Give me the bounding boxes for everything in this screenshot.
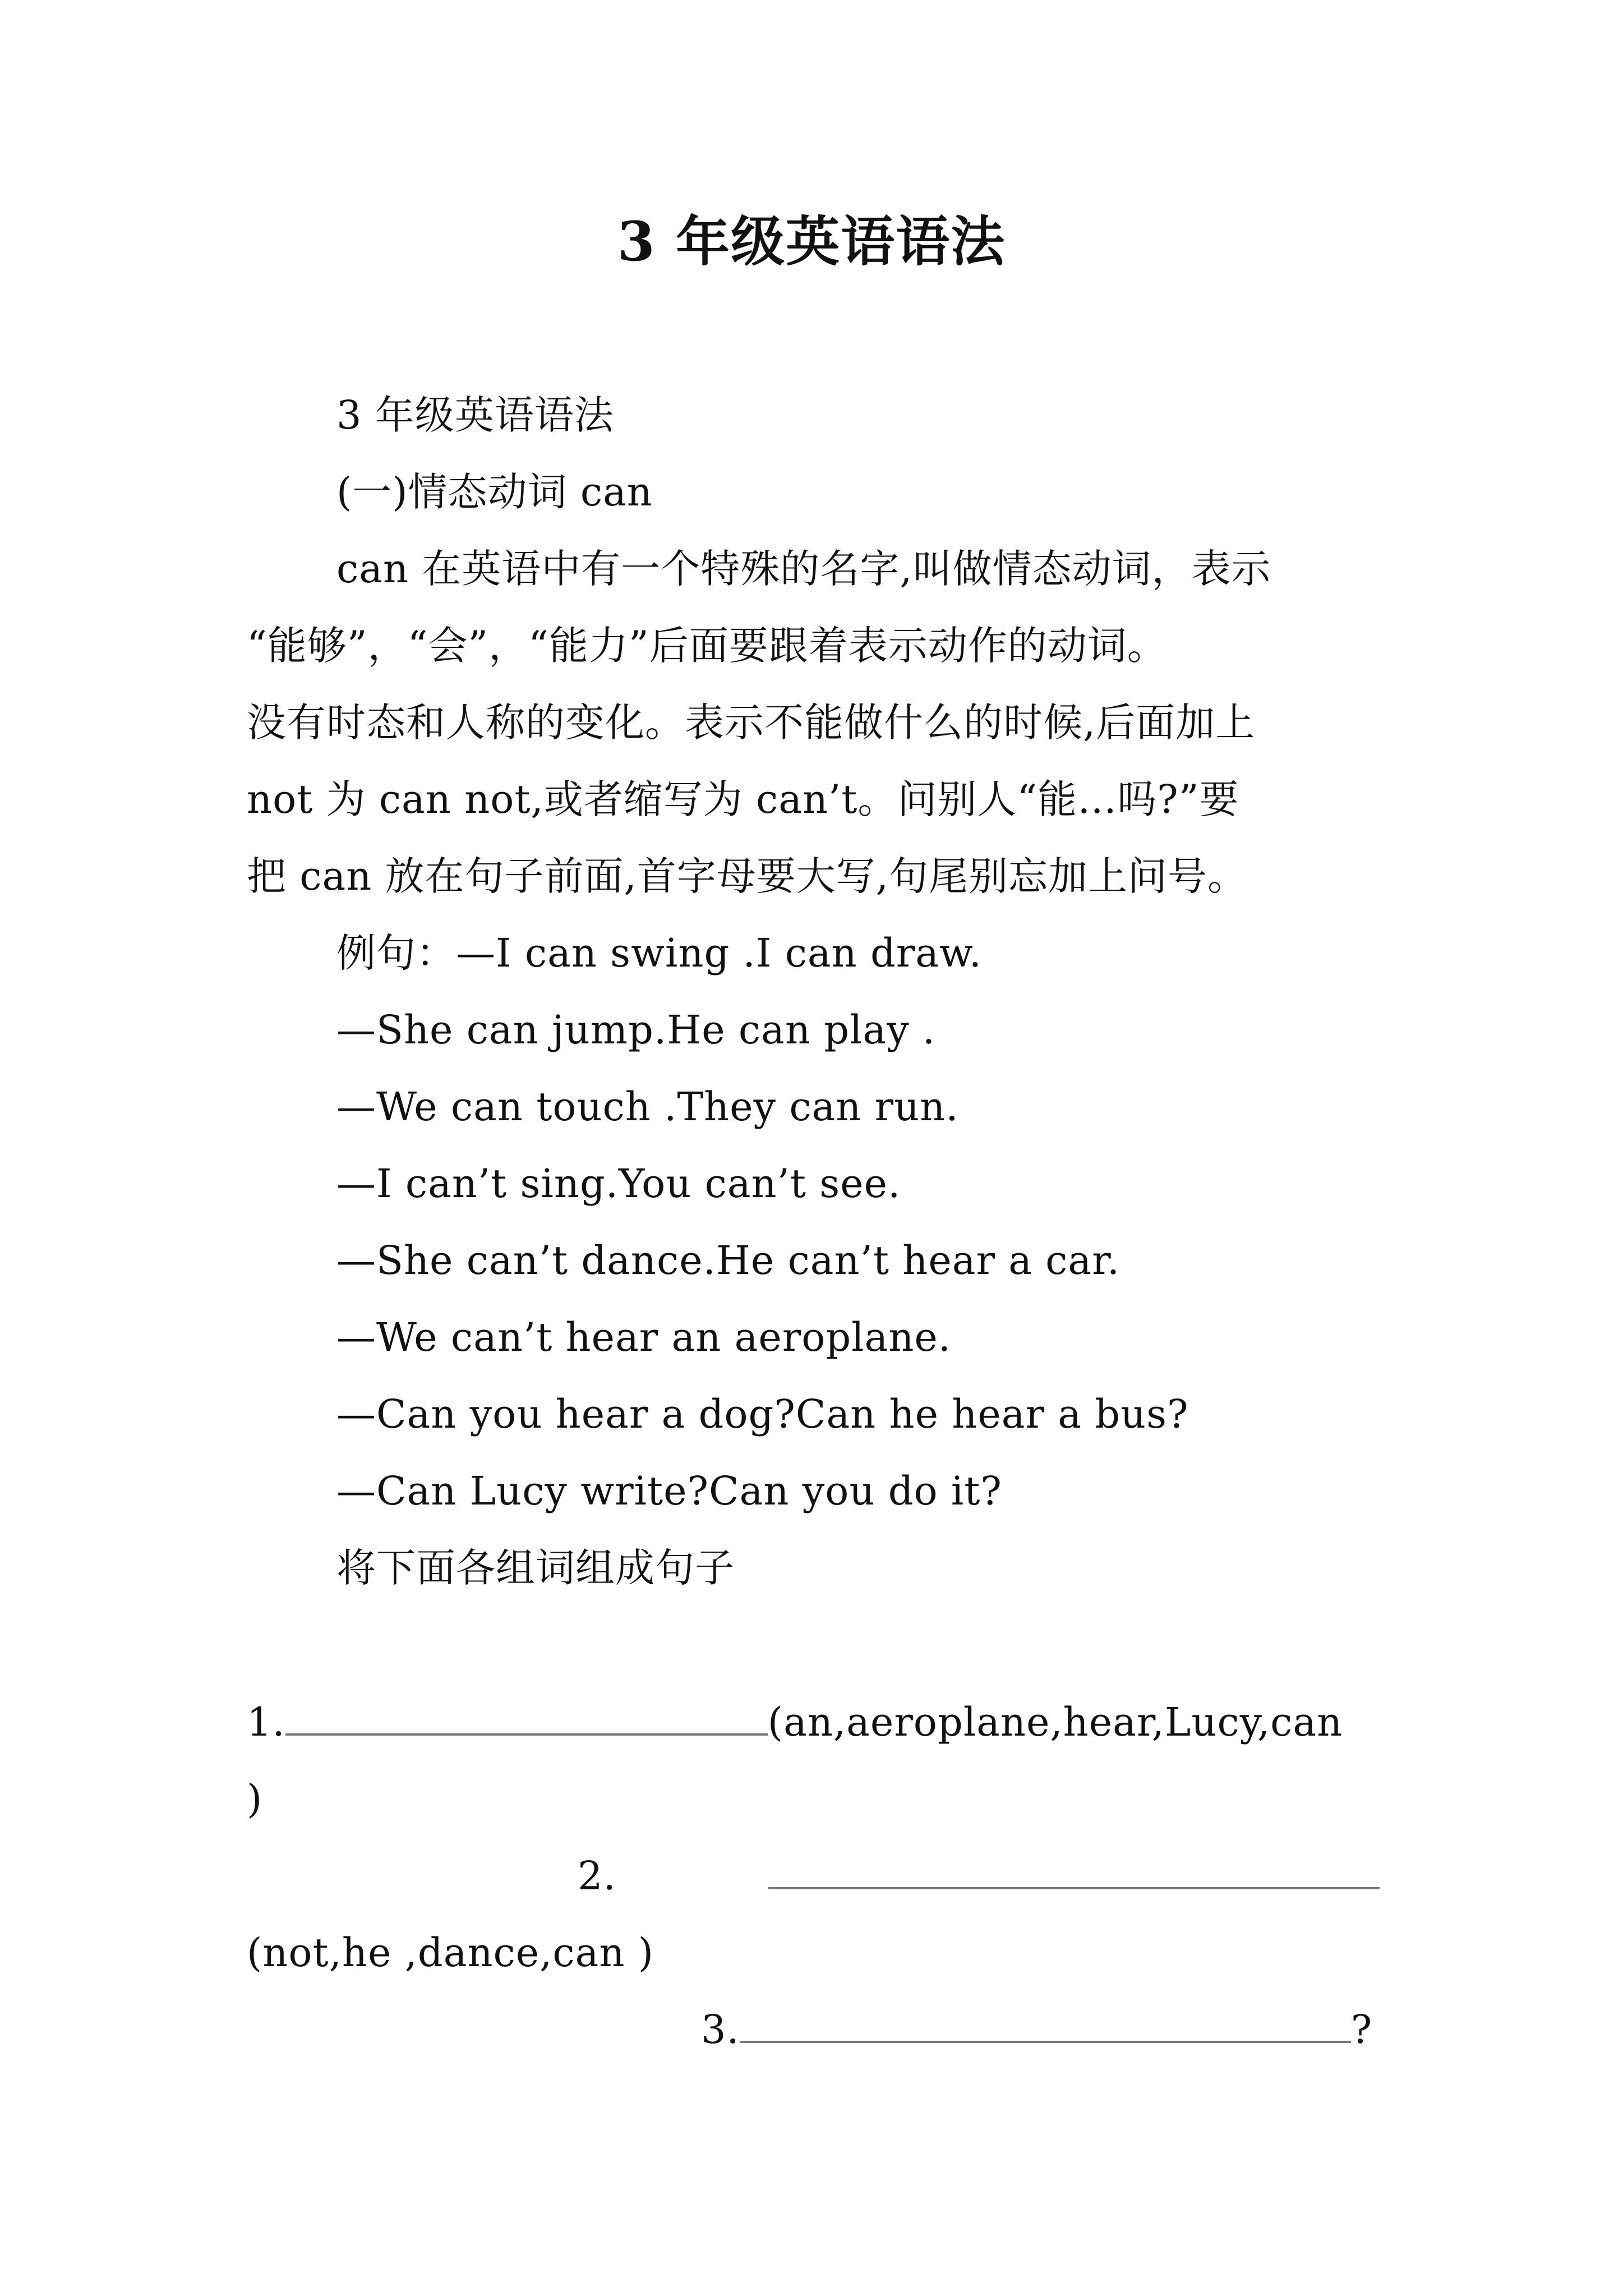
example-line: —Can Lucy write?Can you do it? — [336, 1468, 1002, 1514]
section-heading: (一)情态动词 can — [336, 469, 653, 515]
example-line: —She can jump.He can play . — [336, 1007, 936, 1053]
intro-line-3: 没有时态和人称的变化。表示不能做什么的时候,后面加上 — [247, 700, 1256, 746]
answer-blank[interactable] — [740, 2008, 1351, 2043]
example-line: —We can’t hear an aeroplane. — [336, 1314, 952, 1360]
answer-blank[interactable] — [768, 1855, 1380, 1889]
example-line: —She can’t dance.He can’t hear a car. — [336, 1237, 1121, 1283]
subtitle: 3 年级英语语法 — [336, 392, 614, 438]
exercise-1-continuation: ) — [247, 1776, 263, 1822]
exercise-1 — [247, 1694, 1343, 1750]
answer-blank[interactable] — [285, 1701, 768, 1736]
intro-line-5: 把 can 放在句子前面,首字母要大写,句尾别忘加上问号。 — [247, 853, 1248, 899]
exercise-instruction: 将下面各组词组成句子 — [336, 1545, 735, 1591]
intro-line-2: “能够”，“会”，“能力”后面要跟着表示动作的动词。 — [247, 623, 1167, 669]
question-mark: ? — [1350, 2007, 1373, 2053]
exercise-words: (not,he ,dance,can ) — [247, 1930, 654, 1976]
exercise-number: 2. — [578, 1853, 616, 1899]
example-line: —I can’t sing.You can’t see. — [336, 1161, 901, 1207]
document-title: 3 年级英语语法 — [617, 210, 1006, 273]
intro-line-1: can 在英语中有一个特殊的名字,叫做情态动词，表示 — [336, 546, 1271, 592]
exercise-number: 3. — [701, 2007, 740, 2053]
exercise-2-blank-wrap — [768, 1848, 1380, 1904]
exercise-number: 1. — [247, 1699, 285, 1745]
example-line: 例句：—I can swing .I can draw. — [336, 930, 982, 976]
example-line: —We can touch .They can run. — [336, 1084, 959, 1130]
exercise-words: (an,aeroplane,hear,Lucy,can — [767, 1699, 1343, 1745]
example-line: —Can you hear a dog?Can he hear a bus? — [336, 1391, 1189, 1437]
intro-line-4: not 为 can not,或者缩写为 can’t。问别人“能…吗?”要 — [247, 776, 1239, 822]
exercise-3 — [701, 2001, 1372, 2058]
